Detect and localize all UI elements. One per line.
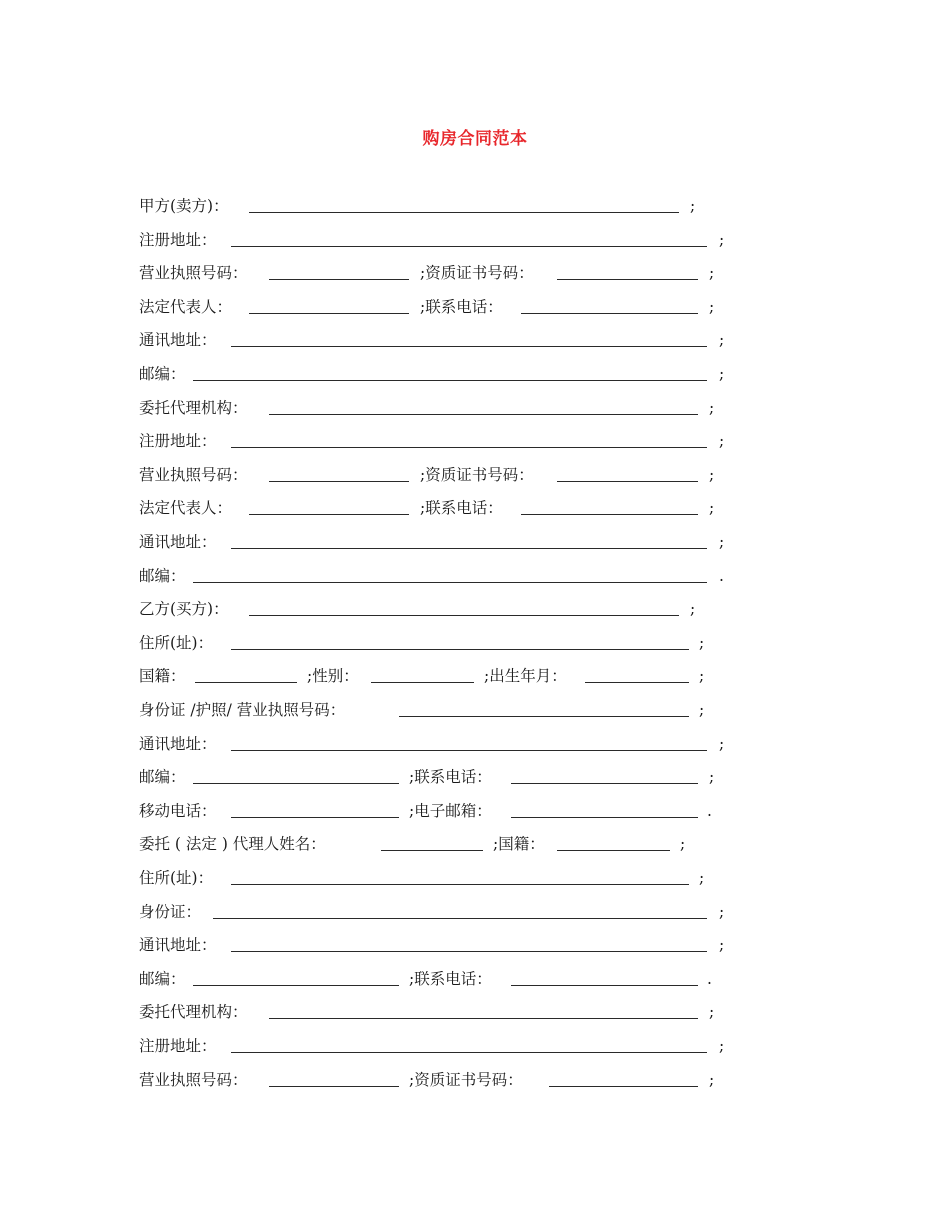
- fill-in-blank[interactable]: [249, 514, 409, 515]
- field-label: 委托代理机构：: [139, 398, 248, 417]
- fill-in-blank[interactable]: [231, 817, 399, 818]
- line-end-punctuation: ;: [690, 197, 696, 215]
- field-label: ;资质证书号码：: [420, 264, 534, 283]
- fill-in-blank[interactable]: [511, 817, 698, 818]
- field-label: 营业执照号码：: [139, 465, 248, 484]
- fill-in-blank[interactable]: [231, 346, 707, 347]
- fill-in-blank[interactable]: [557, 850, 670, 851]
- field-label: ;联系电话：: [420, 297, 503, 316]
- fill-in-blank[interactable]: [269, 279, 409, 280]
- line-end-punctuation: ;: [719, 230, 725, 249]
- fill-in-blank[interactable]: [399, 716, 689, 717]
- fill-in-blank[interactable]: [231, 750, 707, 751]
- field-label: 邮编：: [139, 768, 186, 787]
- fill-in-blank[interactable]: [549, 1086, 698, 1087]
- fill-in-blank[interactable]: [195, 682, 297, 683]
- field-label: ;联系电话：: [409, 969, 492, 988]
- field-label: 通讯地址：: [139, 533, 217, 551]
- field-label: ;性别：: [307, 667, 359, 686]
- fill-in-blank[interactable]: [231, 649, 689, 650]
- line-end-punctuation: ;: [699, 701, 705, 719]
- fill-in-blank[interactable]: [511, 985, 698, 986]
- field-label: 移动电话：: [139, 801, 217, 820]
- line-end-punctuation: ;: [719, 331, 725, 350]
- field-label: 法定代表人：: [139, 499, 233, 518]
- field-label: 甲方(卖方)：: [139, 197, 229, 215]
- field-label: 委托代理机构：: [139, 1003, 248, 1022]
- fill-in-blank[interactable]: [585, 682, 689, 683]
- line-end-punctuation: .: [719, 566, 724, 585]
- field-label: ;电子邮箱：: [409, 801, 492, 820]
- field-label: 营业执照号码：: [139, 264, 248, 283]
- field-label: 住所(址)：: [139, 633, 214, 652]
- field-label: 邮编：: [139, 566, 186, 585]
- fill-in-blank[interactable]: [249, 313, 409, 314]
- field-label: 通讯地址：: [139, 734, 217, 753]
- line-end-punctuation: ;: [690, 600, 696, 619]
- line-end-punctuation: ;: [719, 902, 725, 921]
- field-label: ;资质证书号码：: [420, 465, 534, 484]
- fill-in-blank[interactable]: [193, 380, 707, 381]
- line-end-punctuation: ;: [709, 398, 715, 417]
- fill-in-blank[interactable]: [231, 884, 689, 885]
- line-end-punctuation: ;: [719, 734, 725, 753]
- field-label: 国籍：: [139, 667, 186, 686]
- field-label: 注册地址：: [139, 1037, 217, 1055]
- fill-in-blank[interactable]: [269, 1086, 399, 1087]
- line-end-punctuation: ;: [709, 297, 715, 316]
- field-label: 营业执照号码：: [139, 1070, 248, 1089]
- field-label: ;联系电话：: [409, 768, 492, 787]
- line-end-punctuation: ;: [699, 869, 705, 887]
- field-label: 身份证 /护照/ 营业执照号码：: [139, 701, 346, 719]
- fill-in-blank[interactable]: [193, 783, 399, 784]
- line-end-punctuation: ;: [719, 533, 725, 551]
- field-label: 注册地址：: [139, 230, 217, 249]
- fill-in-blank[interactable]: [269, 414, 698, 415]
- field-label: 委托 ( 法定 ) 代理人姓名：: [139, 835, 326, 854]
- line-end-punctuation: ;: [680, 835, 686, 854]
- fill-in-blank[interactable]: [249, 212, 679, 213]
- fill-in-blank[interactable]: [231, 447, 707, 448]
- fill-in-blank[interactable]: [557, 279, 698, 280]
- field-label: 邮编：: [139, 969, 186, 988]
- fill-in-blank[interactable]: [231, 246, 707, 247]
- field-label: 邮编：: [139, 365, 186, 383]
- line-end-punctuation: .: [707, 801, 712, 820]
- fill-in-blank[interactable]: [231, 548, 707, 549]
- field-label: 住所(址)：: [139, 869, 214, 887]
- fill-in-blank[interactable]: [371, 682, 474, 683]
- line-end-punctuation: ;: [709, 768, 715, 787]
- line-end-punctuation: ;: [699, 633, 705, 652]
- fill-in-blank[interactable]: [521, 514, 698, 515]
- fill-in-blank[interactable]: [193, 582, 707, 583]
- field-label: 通讯地址：: [139, 936, 217, 955]
- field-label: 注册地址：: [139, 432, 217, 451]
- line-end-punctuation: ;: [719, 936, 725, 955]
- field-label: ;资质证书号码：: [409, 1070, 523, 1089]
- field-label: ;出生年月：: [484, 667, 567, 686]
- fill-in-blank[interactable]: [231, 1052, 707, 1053]
- field-label: 身份证：: [139, 902, 202, 921]
- fill-in-blank[interactable]: [231, 951, 707, 952]
- document-title: 购房合同范本: [422, 129, 528, 149]
- field-label: ;联系电话：: [420, 499, 503, 518]
- fill-in-blank[interactable]: [381, 850, 483, 851]
- line-end-punctuation: ;: [719, 432, 725, 451]
- fill-in-blank[interactable]: [557, 481, 698, 482]
- field-label: 通讯地址：: [139, 331, 217, 350]
- fill-in-blank[interactable]: [269, 481, 409, 482]
- line-end-punctuation: ;: [719, 1037, 725, 1055]
- line-end-punctuation: ;: [709, 499, 715, 518]
- line-end-punctuation: ;: [699, 667, 705, 686]
- fill-in-blank[interactable]: [249, 615, 679, 616]
- fill-in-blank[interactable]: [193, 985, 399, 986]
- line-end-punctuation: ;: [709, 465, 715, 484]
- fill-in-blank[interactable]: [511, 783, 698, 784]
- field-label: ;国籍：: [493, 835, 545, 854]
- line-end-punctuation: ;: [719, 365, 725, 383]
- fill-in-blank[interactable]: [269, 1018, 698, 1019]
- line-end-punctuation: .: [707, 969, 712, 988]
- fill-in-blank[interactable]: [521, 313, 698, 314]
- line-end-punctuation: ;: [709, 1070, 715, 1089]
- fill-in-blank[interactable]: [213, 918, 707, 919]
- field-label: 乙方(买方)：: [139, 600, 229, 619]
- line-end-punctuation: ;: [709, 264, 715, 283]
- field-label: 法定代表人：: [139, 297, 233, 316]
- line-end-punctuation: ;: [709, 1003, 715, 1022]
